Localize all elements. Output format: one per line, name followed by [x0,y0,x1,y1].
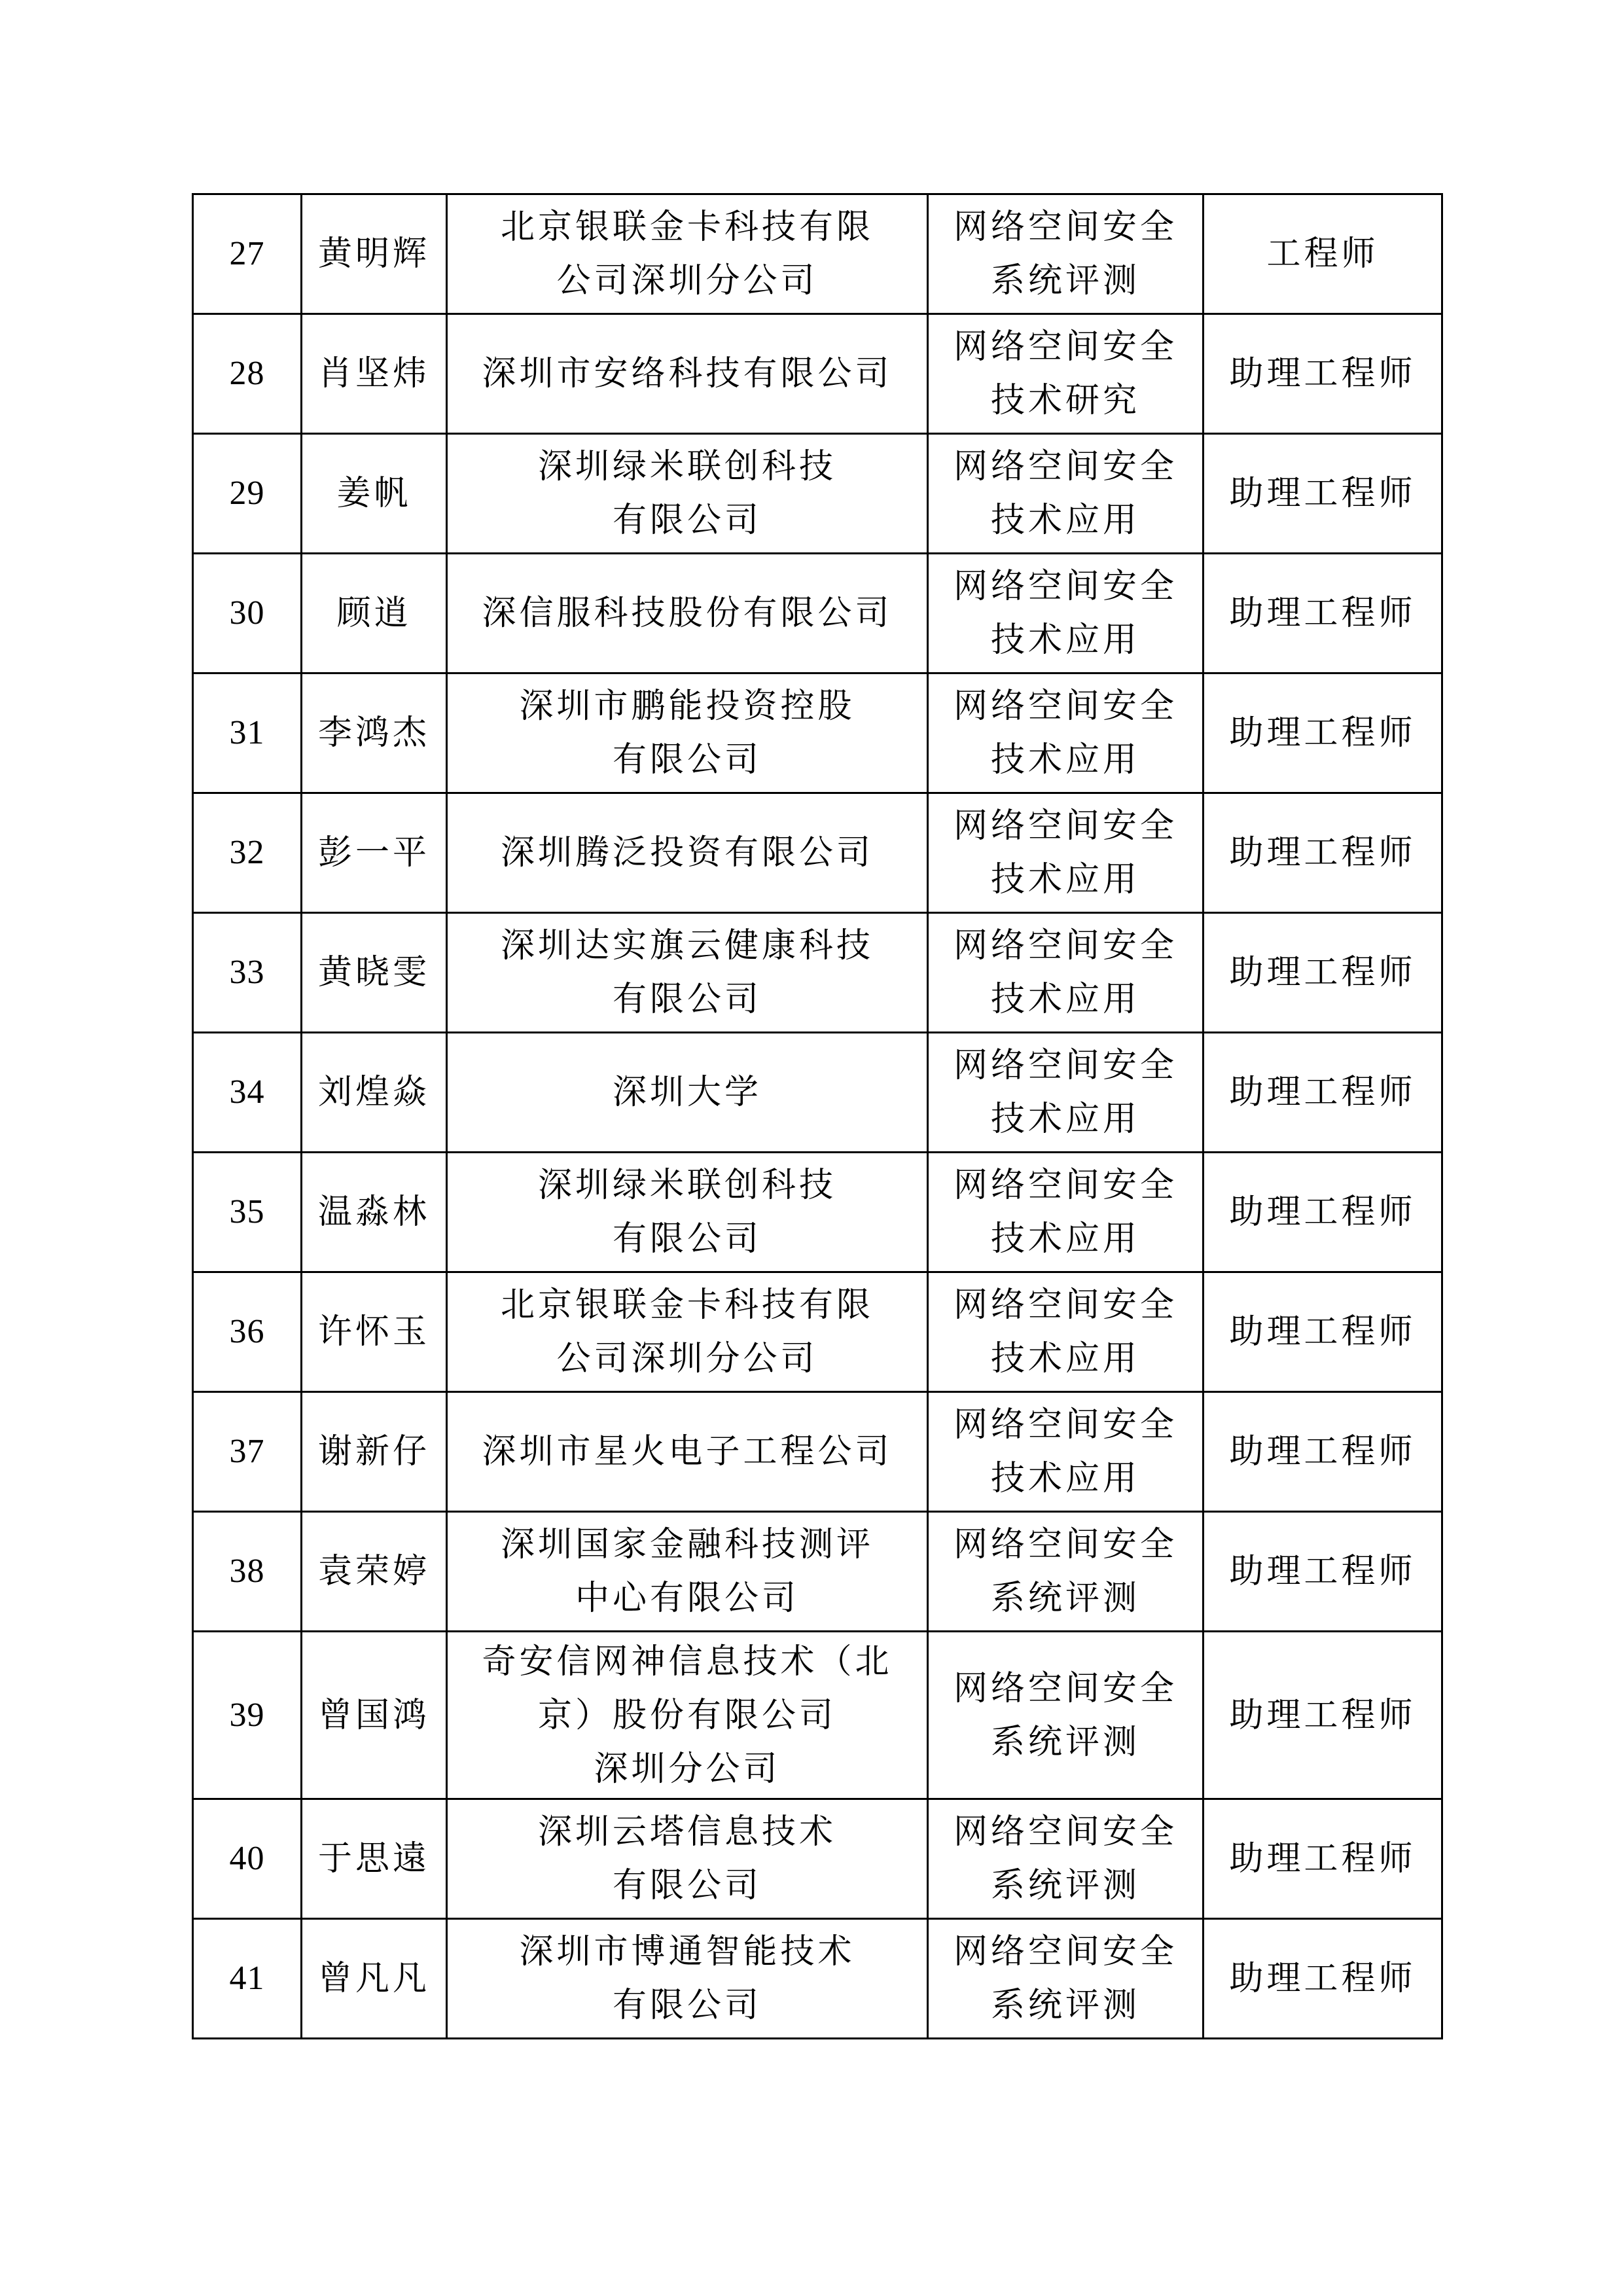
specialty-line: 技术应用 [990,501,1140,540]
job-title-cell: 工程师 [1204,194,1442,314]
company-line: 深圳绿米联创科技 [537,1166,836,1205]
table-row [193,1392,1442,1512]
specialty-cell [928,1632,1204,1799]
specialty-line: 网络空间安全 [953,806,1177,846]
specialty-cell [928,1392,1204,1512]
person-name-cell: 李鸿杰 [302,673,447,793]
row-number-cell: 30 [193,554,302,673]
specialty-line: 网络空间安全 [953,447,1177,486]
table-row [193,793,1442,913]
person-name-cell: 许怀玉 [302,1272,447,1392]
specialty-line: 技术应用 [990,740,1140,780]
specialty-line: 网络空间安全 [953,1166,1177,1205]
job-title-cell: 助理工程师 [1204,1153,1442,1272]
company-line: 有限公司 [612,1986,762,2025]
specialty-line: 网络空间安全 [953,1812,1177,1852]
specialty-cell [928,1919,1204,2039]
person-name-cell: 于思遠 [302,1799,447,1919]
job-title-cell: 助理工程师 [1204,554,1442,673]
company-line: 深圳云塔信息技术 [537,1812,836,1852]
job-title-cell: 助理工程师 [1204,913,1442,1033]
person-name-cell: 肖坚炜 [302,314,447,434]
job-title-cell: 助理工程师 [1204,1799,1442,1919]
row-number-cell: 32 [193,793,302,913]
specialty-line: 网络空间安全 [953,1405,1177,1444]
company-cell [447,1919,928,2039]
specialty-line: 技术应用 [990,1459,1140,1498]
table-row [193,554,1442,673]
company-line: 深圳市安络科技有限公司 [482,354,893,393]
job-title-cell: 助理工程师 [1204,1272,1442,1392]
person-name-cell: 曾国鸿 [302,1632,447,1799]
company-line: 京）股份有限公司 [537,1695,836,1735]
row-number-cell: 38 [193,1512,302,1632]
company-cell [447,673,928,793]
row-number-cell: 39 [193,1632,302,1799]
row-number-cell: 41 [193,1919,302,2039]
company-line: 深圳腾泛投资有限公司 [500,833,874,872]
company-line: 深圳市博通智能技术 [519,1932,855,1971]
person-name-cell: 顾逍 [302,554,447,673]
specialty-line: 网络空间安全 [953,1525,1177,1564]
company-line: 北京银联金卡科技有限 [500,207,874,247]
company-line: 有限公司 [612,980,762,1019]
job-title-cell: 助理工程师 [1204,314,1442,434]
table-row [193,1512,1442,1632]
row-number-cell: 29 [193,434,302,554]
specialty-line: 系统评测 [990,1579,1140,1618]
specialty-line: 技术应用 [990,860,1140,899]
company-cell [447,194,928,314]
company-line: 有限公司 [612,1219,762,1259]
table-row [193,673,1442,793]
specialty-cell [928,1512,1204,1632]
row-number-cell: 34 [193,1033,302,1153]
specialty-line: 系统评测 [990,1866,1140,1905]
person-name-cell: 姜帆 [302,434,447,554]
row-number-cell: 27 [193,194,302,314]
company-line: 深圳绿米联创科技 [537,447,836,486]
specialty-line: 技术应用 [990,1339,1140,1378]
company-line: 奇安信网神信息技术（北 [482,1641,893,1681]
specialty-cell [928,1033,1204,1153]
table-row [193,434,1442,554]
specialty-cell [928,1153,1204,1272]
specialty-line: 网络空间安全 [953,1046,1177,1085]
specialty-line: 网络空间安全 [953,327,1177,367]
specialty-line: 技术应用 [990,1219,1140,1259]
company-cell [447,913,928,1033]
person-name-cell: 彭一平 [302,793,447,913]
person-name-cell: 谢新仔 [302,1392,447,1512]
specialty-line: 系统评测 [990,1722,1140,1762]
job-title-cell: 助理工程师 [1204,1033,1442,1153]
specialty-cell [928,194,1204,314]
job-title-cell: 助理工程师 [1204,673,1442,793]
company-line: 有限公司 [612,501,762,540]
specialty-cell [928,554,1204,673]
company-line: 北京银联金卡科技有限 [500,1285,874,1325]
company-line: 深信服科技股份有限公司 [482,594,893,633]
company-cell [447,1512,928,1632]
specialty-line: 技术研究 [990,381,1140,420]
company-line: 有限公司 [612,740,762,780]
job-title-cell: 助理工程师 [1204,1512,1442,1632]
table-row [193,1799,1442,1919]
specialty-line: 系统评测 [990,1986,1140,2025]
company-cell [447,1799,928,1919]
company-line: 深圳达实旗云健康科技 [500,926,874,965]
table-row [193,314,1442,434]
company-cell [447,1153,928,1272]
company-line: 公司深圳分公司 [556,1339,818,1378]
job-title-cell: 助理工程师 [1204,1632,1442,1799]
row-number-cell: 37 [193,1392,302,1512]
row-number-cell: 33 [193,913,302,1033]
job-title-cell: 助理工程师 [1204,1919,1442,2039]
specialty-line: 技术应用 [990,620,1140,660]
job-title-cell: 助理工程师 [1204,1392,1442,1512]
row-number-cell: 40 [193,1799,302,1919]
specialty-line: 系统评测 [990,261,1140,300]
specialty-line: 网络空间安全 [953,1932,1177,1971]
job-title-cell: 助理工程师 [1204,793,1442,913]
specialty-line: 网络空间安全 [953,1285,1177,1325]
company-cell [447,793,928,913]
company-cell [447,434,928,554]
company-line: 深圳分公司 [594,1749,781,1789]
company-line: 公司深圳分公司 [556,261,818,300]
row-number-cell: 35 [193,1153,302,1272]
table-row [193,194,1442,314]
specialty-line: 网络空间安全 [953,567,1177,606]
company-cell [447,554,928,673]
company-line: 深圳大学 [612,1073,762,1112]
specialty-cell [928,314,1204,434]
person-name-cell: 袁荣婷 [302,1512,447,1632]
row-number-cell: 36 [193,1272,302,1392]
specialty-line: 技术应用 [990,980,1140,1019]
company-cell [447,1632,928,1799]
row-number-cell: 31 [193,673,302,793]
personnel-table-body [193,194,1442,2039]
specialty-cell [928,434,1204,554]
table-row [193,1153,1442,1272]
company-line: 深圳市鹏能投资控股 [519,687,855,726]
person-name-cell: 温淼林 [302,1153,447,1272]
company-line: 有限公司 [612,1866,762,1905]
table-row [193,1632,1442,1799]
specialty-line: 网络空间安全 [953,207,1177,247]
person-name-cell: 曾凡凡 [302,1919,447,2039]
table-row [193,1272,1442,1392]
person-name-cell: 刘煌焱 [302,1033,447,1153]
specialty-line: 网络空间安全 [953,926,1177,965]
specialty-line: 网络空间安全 [953,1668,1177,1708]
specialty-line: 技术应用 [990,1100,1140,1139]
company-line: 中心有限公司 [575,1579,799,1618]
job-title-cell: 助理工程师 [1204,434,1442,554]
row-number-cell: 28 [193,314,302,434]
specialty-cell [928,1272,1204,1392]
personnel-table [192,193,1443,2039]
table-row [193,913,1442,1033]
company-line: 深圳国家金融科技测评 [500,1525,874,1564]
table-row [193,1919,1442,2039]
person-name-cell: 黄晓雯 [302,913,447,1033]
company-cell [447,1392,928,1512]
company-cell [447,314,928,434]
person-name-cell: 黄明辉 [302,194,447,314]
company-cell [447,1272,928,1392]
specialty-cell [928,1799,1204,1919]
specialty-cell [928,913,1204,1033]
company-line: 深圳市星火电子工程公司 [482,1432,893,1471]
table-row [193,1033,1442,1153]
company-cell [447,1033,928,1153]
specialty-cell [928,673,1204,793]
specialty-line: 网络空间安全 [953,687,1177,726]
specialty-cell [928,793,1204,913]
